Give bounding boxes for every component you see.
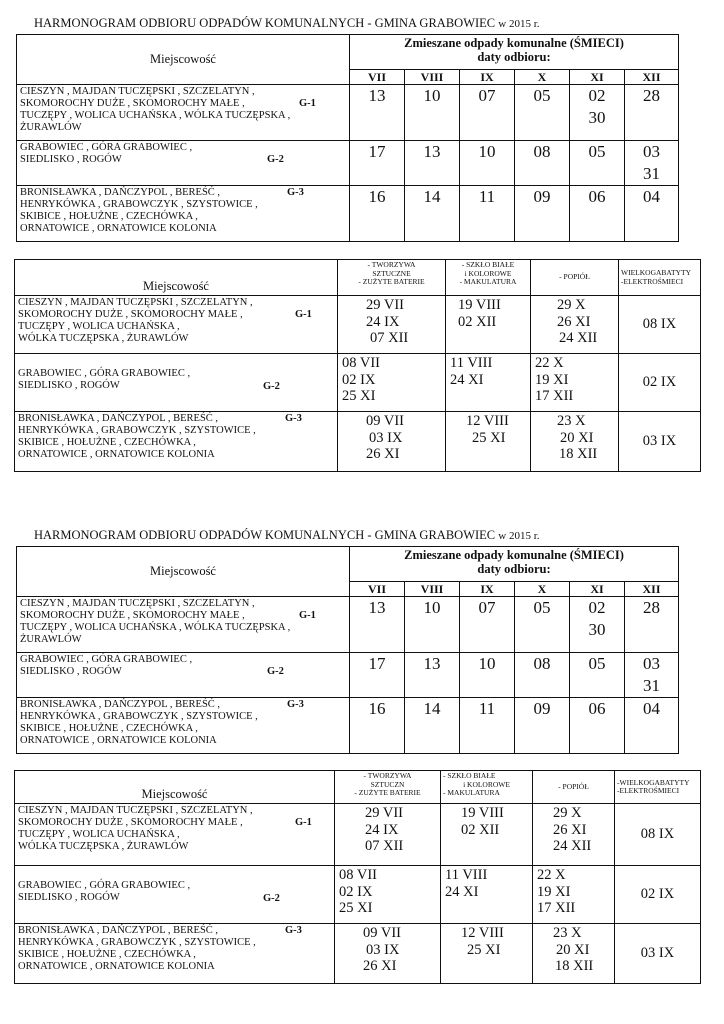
date-value: 18 XII bbox=[559, 446, 598, 462]
pickup-day bbox=[405, 597, 460, 653]
locality-cell bbox=[15, 804, 335, 866]
header-plastic bbox=[338, 260, 446, 296]
date-value: 29 X bbox=[557, 297, 586, 313]
locality-line: BRONISŁAWKA , DAŃCZYPOL , BEREŚĆ , bbox=[18, 925, 219, 936]
day-value: 14 bbox=[423, 187, 441, 206]
group-code: G-3 bbox=[285, 413, 302, 424]
locality-cell bbox=[15, 924, 335, 984]
date-value: 26 XI bbox=[557, 313, 591, 330]
locality-line: GRABOWIEC , GÓRA GRABOWIEC , bbox=[18, 880, 191, 891]
day-value: 03 bbox=[643, 654, 661, 673]
day-value: 13 bbox=[368, 598, 386, 617]
date-value: 24 XI bbox=[445, 883, 479, 900]
day-value: 13 bbox=[368, 86, 386, 105]
date-value: 07 XII bbox=[370, 330, 409, 346]
month-header: XI bbox=[570, 582, 625, 597]
locality-line: SIEDLISKO , ROGÓW bbox=[18, 380, 120, 391]
date-value: 26 XI bbox=[366, 446, 400, 462]
locality-cell bbox=[17, 653, 350, 698]
header-line: - ZUŻYTE BATERIE bbox=[354, 788, 421, 797]
locality-line: TUCZĘPY , WOLICA UCHAŃSKA , WÓLKA TUCZĘPSKA , bbox=[20, 110, 291, 121]
pickup-day bbox=[515, 653, 570, 698]
day-value: 17 bbox=[368, 142, 386, 161]
group-code: G-2 bbox=[267, 666, 284, 677]
header-locality: Miejscowość bbox=[15, 260, 338, 296]
group-code: G-2 bbox=[263, 381, 280, 392]
pickup-day bbox=[625, 653, 679, 698]
locality-line: CIESZYN , MAJDAN TUCZĘPSKI , SZCZELATYN , bbox=[18, 805, 253, 816]
group-code: G-3 bbox=[285, 925, 302, 936]
locality-line: ŻURAWLÓW bbox=[20, 122, 82, 133]
locality-cell bbox=[15, 866, 335, 924]
day-value: 05 bbox=[533, 598, 551, 617]
month-header: XII bbox=[625, 70, 679, 85]
locality-cell bbox=[17, 597, 350, 653]
pickup-day bbox=[515, 698, 570, 754]
header-locality: Miejscowość bbox=[17, 547, 350, 597]
date-value: 25 XI bbox=[472, 429, 506, 446]
pickup-day bbox=[405, 141, 460, 186]
locality-cell bbox=[17, 85, 350, 141]
group-code: G-2 bbox=[267, 154, 284, 165]
header-mixed-line1: Zmieszane odpady komunalne (ŚMIECI) bbox=[404, 548, 624, 562]
table-row bbox=[17, 653, 679, 698]
month-header: XII bbox=[625, 582, 679, 597]
locality-line: TUCZĘPY , WOLICA UCHAŃSKA , bbox=[18, 321, 180, 332]
pickup-day bbox=[570, 85, 625, 141]
selective-waste-table-copy bbox=[14, 770, 701, 984]
locality-line: CIESZYN , MAJDAN TUCZĘPSKI , SZCZELATYN , bbox=[20, 598, 255, 609]
pickup-day bbox=[625, 141, 679, 186]
day-value: 10 bbox=[423, 598, 441, 617]
pickup-day bbox=[350, 186, 405, 242]
locality-line: SKOMOROCHY DUŻE , SKOMOROCHY MAŁE , bbox=[18, 817, 243, 828]
locality-line: CIESZYN , MAJDAN TUCZĘPSKI , SZCZELATYN , bbox=[18, 297, 253, 308]
header-line: -ELEKTROŚMIECI bbox=[621, 276, 684, 286]
date-value: 19 VIII bbox=[461, 805, 504, 821]
day-value: 09 bbox=[533, 187, 551, 206]
pickup-day bbox=[570, 186, 625, 242]
month-header: X bbox=[515, 70, 570, 85]
day-value: 09 bbox=[533, 699, 551, 718]
header-mixed-waste bbox=[350, 547, 679, 582]
table-row bbox=[15, 412, 701, 472]
locality-line: BRONISŁAWKA , DAŃCZYPOL , BEREŚĆ , bbox=[18, 413, 219, 424]
header-line: - SZKŁO BIAŁE bbox=[461, 260, 515, 269]
header-plastic bbox=[335, 771, 441, 804]
locality-line: HENRYKÓWKA , GRABOWCZYK , SZYSTOWICE , bbox=[20, 199, 258, 210]
day-value: 06 bbox=[588, 187, 606, 206]
month-header: VIII bbox=[405, 70, 460, 85]
locality-cell bbox=[15, 412, 338, 472]
bulky-date: 03 IX bbox=[615, 924, 701, 984]
mixed-waste-table-copy bbox=[16, 546, 679, 754]
header-line: -WIELKOGABATYTY bbox=[617, 777, 690, 787]
locality-line: SKIBICE , HOŁUŻNE , CZECHÓWKA , bbox=[20, 211, 198, 222]
date-value: 12 VIII bbox=[461, 925, 504, 941]
header-line: SZTUCZNE bbox=[372, 268, 411, 278]
date-value: 08 VII bbox=[339, 867, 377, 883]
date-value: 25 XI bbox=[342, 388, 376, 404]
header-locality: Miejscowość bbox=[15, 771, 335, 804]
plastic-dates bbox=[335, 924, 441, 984]
date-value: 11 VIII bbox=[450, 355, 493, 371]
date-value: 18 XII bbox=[555, 958, 594, 974]
month-header: VII bbox=[350, 582, 405, 597]
locality-line: ŻURAWLÓW bbox=[20, 634, 82, 645]
day-value: 10 bbox=[423, 86, 441, 105]
pickup-day bbox=[460, 85, 515, 141]
day-value: 16 bbox=[368, 187, 386, 206]
header-line: - TWORZYWA bbox=[363, 771, 412, 780]
locality-line: BRONISŁAWKA , DAŃCZYPOL , BEREŚĆ , bbox=[20, 699, 221, 710]
header-glass-paper bbox=[446, 260, 531, 296]
bulky-date: 02 IX bbox=[615, 866, 701, 924]
date-value: 25 XI bbox=[467, 941, 501, 958]
table-row bbox=[15, 924, 701, 984]
date-value: 17 XII bbox=[535, 388, 574, 404]
plastic-dates bbox=[335, 804, 441, 866]
header-line: - MAKULATURA bbox=[443, 788, 500, 797]
table-row bbox=[17, 186, 679, 242]
day-value-extra: 30 bbox=[588, 620, 606, 639]
locality-line: SKIBICE , HOŁUŻNE , CZECHÓWKA , bbox=[18, 437, 196, 448]
date-value: 02 XII bbox=[461, 821, 500, 838]
day-value: 07 bbox=[478, 86, 496, 105]
date-value: 02 IX bbox=[339, 883, 373, 900]
date-value: 25 XI bbox=[339, 900, 373, 916]
locality-line: TUCZĘPY , WOLICA UCHAŃSKA , bbox=[18, 829, 180, 840]
date-value: 02 XII bbox=[458, 313, 497, 330]
header-locality: Miejscowość bbox=[17, 35, 350, 85]
header-mixed-line1: Zmieszane odpady komunalne (ŚMIECI) bbox=[404, 36, 624, 50]
date-value: 20 XI bbox=[560, 429, 594, 446]
date-value: 22 X bbox=[535, 355, 564, 371]
locality-line: GRABOWIEC , GÓRA GRABOWIEC , bbox=[20, 654, 193, 665]
mixed-waste-table bbox=[16, 34, 679, 242]
day-value: 08 bbox=[533, 142, 551, 161]
day-value: 05 bbox=[588, 142, 606, 161]
date-value: 29 X bbox=[553, 805, 582, 821]
date-value: 23 X bbox=[557, 413, 586, 429]
pickup-day bbox=[405, 85, 460, 141]
pickup-day bbox=[625, 698, 679, 754]
pickup-day bbox=[460, 597, 515, 653]
date-value: 23 X bbox=[553, 925, 582, 941]
day-value: 13 bbox=[423, 142, 441, 161]
day-value: 03 bbox=[643, 142, 661, 161]
table-row bbox=[15, 296, 701, 354]
locality-line: SKIBICE , HOŁUŻNE , CZECHÓWKA , bbox=[18, 949, 196, 960]
locality-cell bbox=[17, 186, 350, 242]
header-line: SZTUCZN bbox=[370, 779, 405, 789]
pickup-day bbox=[625, 186, 679, 242]
date-value: 22 X bbox=[537, 867, 566, 883]
group-code: G-1 bbox=[299, 98, 316, 109]
header-ash bbox=[531, 260, 619, 296]
day-value-extra: 31 bbox=[643, 164, 661, 183]
ash-dates bbox=[533, 866, 615, 924]
day-value: 04 bbox=[643, 187, 661, 206]
pickup-day bbox=[405, 653, 460, 698]
month-header: VII bbox=[350, 70, 405, 85]
month-header: XI bbox=[570, 70, 625, 85]
date-value: 03 IX bbox=[366, 941, 400, 958]
date-value: 20 XI bbox=[556, 941, 590, 958]
locality-line: SKOMOROCHY DUŻE , SKOMOROCHY MAŁE , bbox=[20, 98, 245, 109]
date-value: 07 XII bbox=[365, 838, 404, 854]
title-year: w 2015 r. bbox=[498, 530, 540, 542]
day-value: 06 bbox=[588, 699, 606, 718]
ash-dates bbox=[533, 804, 615, 866]
locality-line: WÓLKA TUCZĘPSKA , ŻURAWLÓW bbox=[18, 333, 189, 344]
day-value: 28 bbox=[643, 598, 661, 617]
pickup-day bbox=[625, 597, 679, 653]
date-value: 12 VIII bbox=[466, 413, 509, 429]
table-row bbox=[15, 866, 701, 924]
locality-line: HENRYKÓWKA , GRABOWCZYK , SZYSTOWICE , bbox=[20, 711, 258, 722]
date-value: 26 XI bbox=[363, 958, 397, 974]
day-value: 10 bbox=[478, 142, 496, 161]
month-header: X bbox=[515, 582, 570, 597]
table-row bbox=[15, 354, 701, 412]
day-value: 28 bbox=[643, 86, 661, 105]
glass-dates bbox=[446, 296, 531, 354]
pickup-day bbox=[405, 186, 460, 242]
pickup-day bbox=[460, 653, 515, 698]
day-value: 05 bbox=[533, 86, 551, 105]
group-code: G-1 bbox=[295, 309, 312, 320]
header-line: WIELKOGABATYTY bbox=[621, 268, 691, 277]
locality-line: BRONISŁAWKA , DAŃCZYPOL , BEREŚĆ , bbox=[20, 187, 221, 198]
selective-waste-table bbox=[14, 259, 701, 472]
date-value: 24 XII bbox=[553, 838, 592, 854]
pickup-day bbox=[515, 85, 570, 141]
pickup-day bbox=[570, 698, 625, 754]
locality-cell bbox=[15, 354, 338, 412]
glass-dates bbox=[446, 412, 531, 472]
header-mixed-line2: daty odbioru: bbox=[477, 50, 551, 64]
table-row bbox=[15, 804, 701, 866]
date-value: 09 VII bbox=[366, 413, 404, 429]
locality-line: SKOMOROCHY DUŻE , SKOMOROCHY MAŁE , bbox=[20, 610, 245, 621]
group-code: G-2 bbox=[263, 893, 280, 904]
locality-line: HENRYKÓWKA , GRABOWCZYK , SZYSTOWICE , bbox=[18, 425, 256, 436]
header-bulky bbox=[615, 771, 701, 804]
header-mixed-waste bbox=[350, 35, 679, 70]
group-code: G-3 bbox=[287, 187, 304, 198]
glass-dates bbox=[441, 866, 533, 924]
date-value: 17 XII bbox=[537, 900, 576, 916]
locality-line: GRABOWIEC , GÓRA GRABOWIEC , bbox=[20, 142, 193, 153]
locality-line: SIEDLISKO , ROGÓW bbox=[20, 666, 122, 677]
title-text: HARMONOGRAM ODBIORU ODPADÓW KOMUNALNYCH - GMINA GRABOWIEC bbox=[34, 16, 496, 30]
pickup-day bbox=[350, 698, 405, 754]
pickup-day bbox=[515, 597, 570, 653]
ash-dates bbox=[531, 296, 619, 354]
header-line: i KOLOROWE bbox=[464, 268, 512, 278]
pickup-day bbox=[460, 698, 515, 754]
header-line: i KOLOROWE bbox=[463, 779, 510, 789]
date-value: 19 XI bbox=[537, 883, 571, 900]
plastic-dates bbox=[338, 296, 446, 354]
day-value: 07 bbox=[478, 598, 496, 617]
header-mixed-line2: daty odbioru: bbox=[477, 562, 551, 576]
date-value: 19 VIII bbox=[458, 297, 501, 313]
table-row bbox=[17, 597, 679, 653]
date-value: 03 IX bbox=[369, 429, 403, 446]
locality-line: GRABOWIEC , GÓRA GRABOWIEC , bbox=[18, 368, 191, 379]
date-value: 24 XII bbox=[559, 330, 598, 346]
pickup-day bbox=[570, 141, 625, 186]
date-value: 19 XI bbox=[535, 371, 569, 388]
locality-line: ORNATOWICE , ORNATOWICE KOLONIA bbox=[18, 961, 215, 972]
day-value-extra: 30 bbox=[588, 108, 606, 127]
locality-line: HENRYKÓWKA , GRABOWCZYK , SZYSTOWICE , bbox=[18, 937, 256, 948]
locality-line: ORNATOWICE , ORNATOWICE KOLONIA bbox=[20, 223, 217, 234]
group-code: G-1 bbox=[299, 610, 316, 621]
table-row bbox=[17, 85, 679, 141]
header-ash bbox=[533, 771, 615, 804]
locality-cell bbox=[15, 296, 338, 354]
day-value: 10 bbox=[478, 654, 496, 673]
header-line: -ELEKTROŚMIECI bbox=[617, 786, 680, 795]
date-value: 24 IX bbox=[365, 821, 399, 838]
day-value: 16 bbox=[368, 699, 386, 718]
header-line: - SZKŁO BIAŁE bbox=[443, 771, 496, 780]
title-text: HARMONOGRAM ODBIORU ODPADÓW KOMUNALNYCH - GMINA GRABOWIEC bbox=[34, 528, 496, 542]
document-title bbox=[34, 16, 540, 31]
plastic-dates bbox=[338, 354, 446, 412]
bulky-date: 03 IX bbox=[619, 412, 701, 472]
date-value: 09 VII bbox=[363, 925, 401, 941]
date-value: 08 VII bbox=[342, 355, 380, 371]
locality-line: CIESZYN , MAJDAN TUCZĘPSKI , SZCZELATYN , bbox=[20, 86, 255, 97]
day-value: 13 bbox=[423, 654, 441, 673]
locality-cell bbox=[17, 698, 350, 754]
date-value: 26 XI bbox=[553, 821, 587, 838]
date-value: 29 VII bbox=[365, 805, 403, 821]
header-line: - POPIÓŁ bbox=[558, 781, 589, 791]
day-value: 11 bbox=[478, 699, 496, 718]
date-value: 11 VIII bbox=[445, 867, 488, 883]
locality-line: TUCZĘPY , WOLICA UCHAŃSKA , WÓLKA TUCZĘPSKA , bbox=[20, 622, 291, 633]
group-code: G-1 bbox=[295, 817, 312, 828]
locality-line: SIEDLISKO , ROGÓW bbox=[18, 892, 120, 903]
month-header: IX bbox=[460, 582, 515, 597]
locality-line: SIEDLISKO , ROGÓW bbox=[20, 154, 122, 165]
locality-line: ORNATOWICE , ORNATOWICE KOLONIA bbox=[18, 449, 215, 460]
pickup-day bbox=[515, 141, 570, 186]
plastic-dates bbox=[335, 866, 441, 924]
day-value: 02 bbox=[588, 86, 606, 105]
pickup-day bbox=[460, 141, 515, 186]
glass-dates bbox=[441, 924, 533, 984]
bulky-date: 08 IX bbox=[615, 804, 701, 866]
pickup-day bbox=[350, 141, 405, 186]
glass-dates bbox=[441, 804, 533, 866]
day-value: 08 bbox=[533, 654, 551, 673]
header-line: - POPIÓŁ bbox=[559, 272, 590, 282]
group-code: G-3 bbox=[287, 699, 304, 710]
month-header: VIII bbox=[405, 582, 460, 597]
header-line: - MAKULATURA bbox=[459, 277, 517, 286]
pickup-day bbox=[405, 698, 460, 754]
header-bulky bbox=[619, 260, 701, 296]
pickup-day bbox=[570, 653, 625, 698]
day-value: 04 bbox=[643, 699, 661, 718]
month-header: IX bbox=[460, 70, 515, 85]
locality-line: SKIBICE , HOŁUŻNE , CZECHÓWKA , bbox=[20, 723, 198, 734]
pickup-day bbox=[570, 597, 625, 653]
pickup-day bbox=[350, 653, 405, 698]
ash-dates bbox=[531, 354, 619, 412]
bulky-date: 02 IX bbox=[619, 354, 701, 412]
bulky-date: 08 IX bbox=[619, 296, 701, 354]
pickup-day bbox=[350, 597, 405, 653]
day-value: 02 bbox=[588, 598, 606, 617]
pickup-day bbox=[625, 85, 679, 141]
title-year: w 2015 r. bbox=[498, 18, 540, 30]
date-value: 29 VII bbox=[366, 297, 404, 313]
pickup-day bbox=[515, 186, 570, 242]
locality-line: ORNATOWICE , ORNATOWICE KOLONIA bbox=[20, 735, 217, 746]
locality-cell bbox=[17, 141, 350, 186]
glass-dates bbox=[446, 354, 531, 412]
date-value: 02 IX bbox=[342, 371, 376, 388]
table-row bbox=[17, 141, 679, 186]
locality-line: SKOMOROCHY DUŻE , SKOMOROCHY MAŁE , bbox=[18, 309, 243, 320]
ash-dates bbox=[533, 924, 615, 984]
day-value-extra: 31 bbox=[643, 676, 661, 695]
document-title-copy bbox=[34, 528, 540, 543]
day-value: 14 bbox=[423, 699, 441, 718]
table-row bbox=[17, 698, 679, 754]
ash-dates bbox=[531, 412, 619, 472]
day-value: 17 bbox=[368, 654, 386, 673]
pickup-day bbox=[460, 186, 515, 242]
header-glass-paper bbox=[441, 771, 533, 804]
date-value: 24 IX bbox=[366, 313, 400, 330]
locality-line: WÓLKA TUCZĘPSKA , ŻURAWLÓW bbox=[18, 841, 189, 852]
pickup-day bbox=[350, 85, 405, 141]
header-line: - TWORZYWA bbox=[367, 260, 416, 269]
day-value: 05 bbox=[588, 654, 606, 673]
date-value: 24 XI bbox=[450, 371, 484, 388]
plastic-dates bbox=[338, 412, 446, 472]
day-value: 11 bbox=[478, 187, 496, 206]
header-line: - ZUŻYTE BATERIE bbox=[358, 277, 425, 286]
